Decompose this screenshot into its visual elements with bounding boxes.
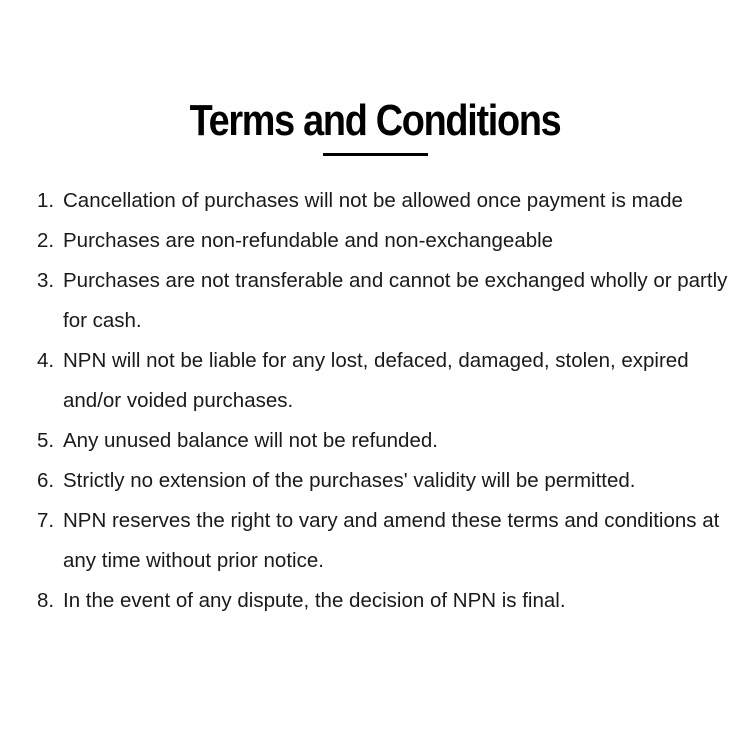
terms-list xyxy=(37,181,737,621)
term-item xyxy=(37,261,737,341)
term-number: 1. xyxy=(37,189,55,212)
term-text: Purchases are not transferable and cannot be exchanged wholly or partly for cash. xyxy=(63,269,728,332)
term-item xyxy=(37,221,737,261)
term-item xyxy=(37,461,737,501)
page-title: Terms and Conditions xyxy=(189,96,561,145)
term-number: 3. xyxy=(37,269,55,292)
term-number: 2. xyxy=(37,229,55,252)
term-number: 7. xyxy=(37,509,55,532)
term-number: 4. xyxy=(37,349,55,372)
title-underline xyxy=(323,153,428,156)
term-text: Cancellation of purchases will not be allowed once payment is made xyxy=(63,189,683,212)
term-number: 5. xyxy=(37,429,55,452)
term-text: Strictly no extension of the purchases' validity will be permitted. xyxy=(63,469,636,492)
term-number: 6. xyxy=(37,469,55,492)
term-item xyxy=(37,421,737,461)
term-text: In the event of any dispute, the decision of NPN is final. xyxy=(63,589,566,612)
term-item xyxy=(37,341,737,421)
term-item xyxy=(37,581,737,621)
term-item xyxy=(37,501,737,581)
term-item xyxy=(37,181,737,221)
term-text: Purchases are non-refundable and non-exchangeable xyxy=(63,229,554,252)
term-text: NPN reserves the right to vary and amend these terms and conditions at any time without prior notice. xyxy=(63,509,720,572)
term-text: Any unused balance will not be refunded. xyxy=(63,429,438,452)
term-number: 8. xyxy=(37,589,55,612)
term-text: NPN will not be liable for any lost, defaced, damaged, stolen, expired and/or voided purchases. xyxy=(63,349,689,412)
